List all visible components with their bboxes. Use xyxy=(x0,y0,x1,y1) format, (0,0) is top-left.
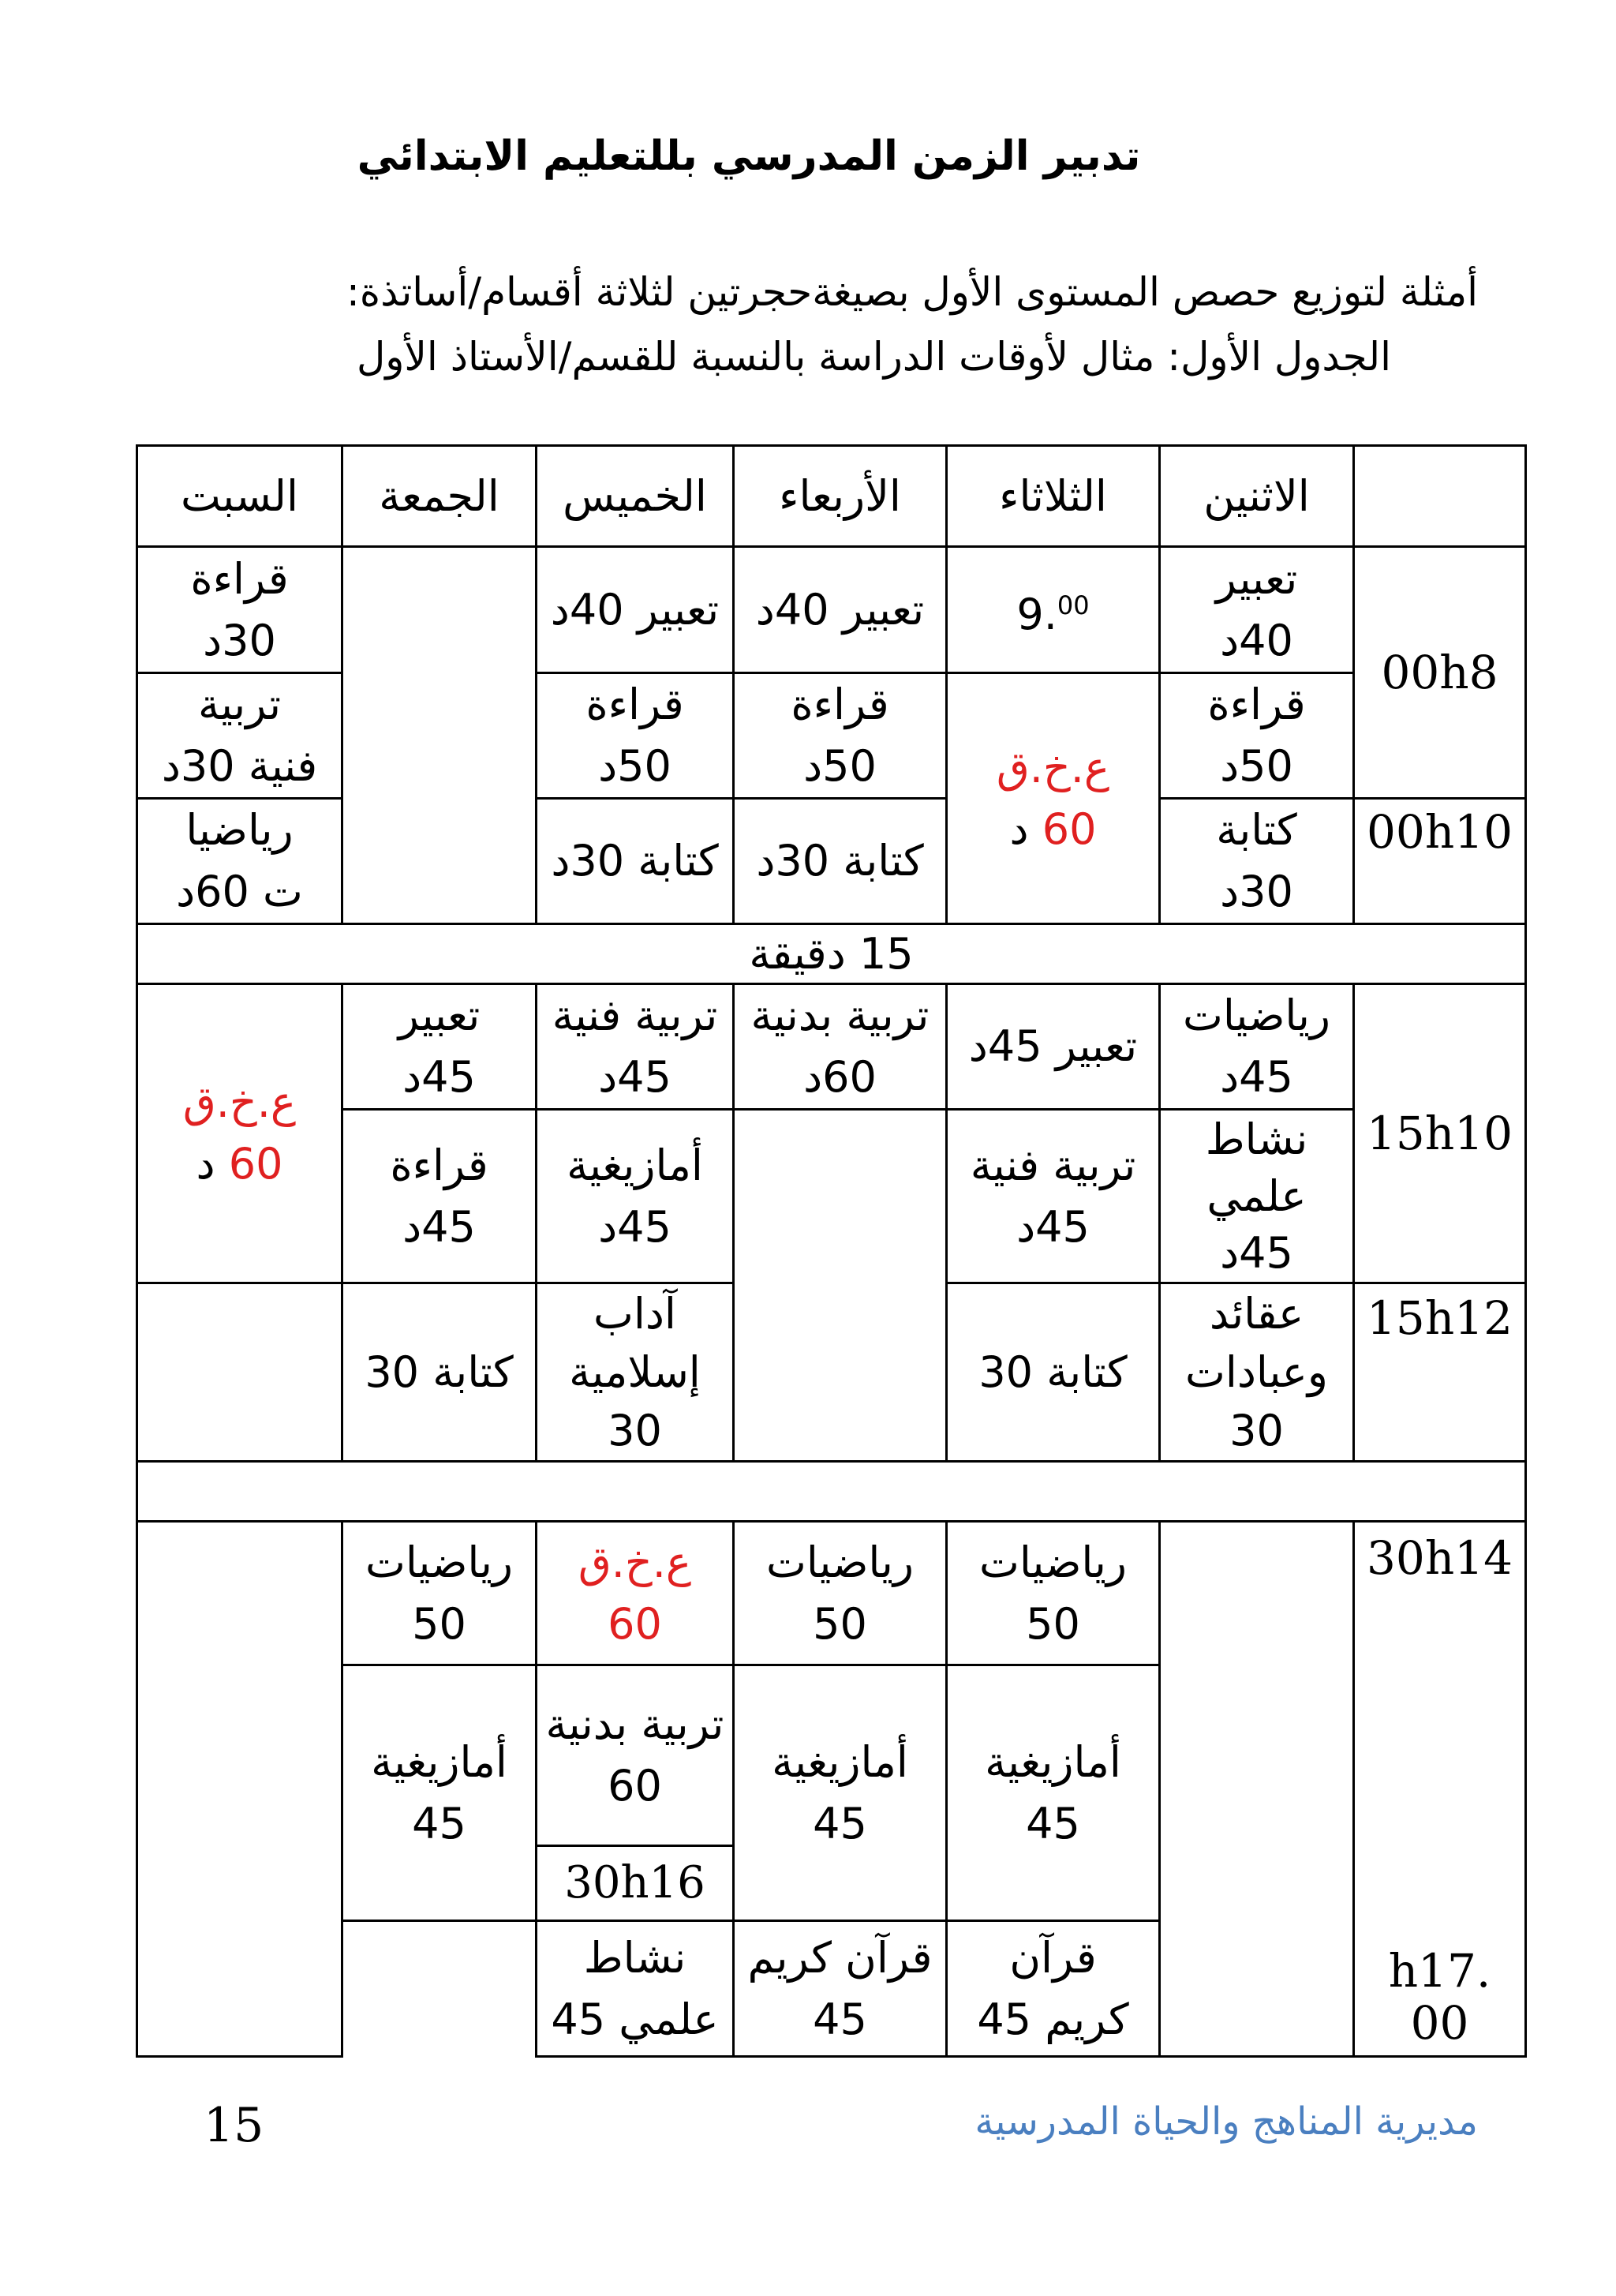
table-caption: الجدول الأول: مثال لأوقات الدراسة بالنسبة للقسم/الأستاذ الأول xyxy=(356,334,1391,380)
page-number: 15 xyxy=(204,2098,264,2153)
table-row xyxy=(137,547,1526,673)
schedule-cell: رياضيات 50 xyxy=(342,1522,537,1665)
empty-cell xyxy=(1160,1522,1354,2057)
page-title: تدبير الزمن المدرسي بللتعليم الابتدائي xyxy=(357,133,1141,180)
schedule-cell: 9.00 xyxy=(947,547,1160,673)
empty-cell xyxy=(734,1110,947,1462)
separator-row xyxy=(137,1462,1526,1522)
day-thursday: الخميس xyxy=(537,446,734,547)
schedule-cell: قراءة 50د xyxy=(734,673,947,799)
time-note: 30h16 xyxy=(537,1845,732,1920)
break-row xyxy=(137,924,1526,984)
day-wednesday: الأربعاء xyxy=(734,446,947,547)
schedule-cell: تعبير 40د xyxy=(1160,547,1354,673)
time-cell: 15h10 xyxy=(1354,984,1526,1283)
schedule-cell: كتابة 30د xyxy=(734,799,947,924)
schedule-cell: آداب إسلامية 30 xyxy=(537,1283,734,1462)
time-cell: 30h14 .h17 00 xyxy=(1354,1522,1526,2057)
separator-cell xyxy=(137,1462,1526,1522)
schedule-cell: تربية فنية 45د xyxy=(537,984,734,1110)
schedule-table xyxy=(136,444,1527,2058)
day-monday: الاثنين xyxy=(1160,446,1354,547)
schedule-cell: تربية فنية 30د xyxy=(137,673,342,799)
schedule-cell: رياضيات 50 xyxy=(947,1522,1160,1665)
footer-organization: مديرية المناهج والحياة المدرسية xyxy=(974,2099,1478,2144)
empty-cell xyxy=(342,547,537,924)
schedule-cell: رياضيات 45د xyxy=(1160,984,1354,1110)
schedule-cell: ع.خ.ق 60 د xyxy=(137,984,342,1283)
break-cell: 15 دقيقة xyxy=(137,924,1526,984)
schedule-cell: رياضيات 50 xyxy=(734,1522,947,1665)
table-row xyxy=(137,1110,1526,1283)
table-row xyxy=(137,984,1526,1110)
schedule-cell: قراءة 45د xyxy=(342,1110,537,1283)
schedule-cell: ع.خ.ق 60 د xyxy=(947,673,1160,924)
schedule-cell: تعبير 40د xyxy=(537,547,734,673)
schedule-cell: أمازيغية 45 xyxy=(947,1665,1160,1921)
day-tuesday: الثلاثاء xyxy=(947,446,1160,547)
day-friday: الجمعة xyxy=(342,446,537,547)
schedule-cell: قراءة 50د xyxy=(1160,673,1354,799)
time-cell: 15h12 xyxy=(1354,1283,1526,1462)
schedule-cell: كتابة 30 xyxy=(947,1283,1160,1462)
schedule-cell: قرآن كريم 45 xyxy=(734,1921,947,2057)
schedule-cell: رياضيا ت 60د xyxy=(137,799,342,924)
schedule-cell: تعبير 45د xyxy=(947,984,1160,1110)
schedule-cell: نشاط علمي 45 xyxy=(537,1921,734,2057)
empty-cell xyxy=(137,1522,342,2057)
time-cell: 00h10 xyxy=(1354,799,1526,924)
schedule-cell: قراءة 50د xyxy=(537,673,734,799)
corner-cell xyxy=(1354,446,1526,547)
schedule-cell: تعبير 40د xyxy=(734,547,947,673)
schedule-cell: كتابة 30د xyxy=(537,799,734,924)
schedule-cell: تربية بدنية 60د xyxy=(734,984,947,1110)
schedule-cell: كتابة 30 xyxy=(342,1283,537,1462)
table-row xyxy=(137,1522,1526,1665)
schedule-cell: عقائد وعبادات 30 xyxy=(1160,1283,1354,1462)
header-row xyxy=(137,446,1526,547)
schedule-cell: تربية فنية 45د xyxy=(947,1110,1160,1283)
schedule-cell: أمازيغية 45د xyxy=(537,1110,734,1283)
schedule-cell: ع.خ.ق 60 xyxy=(537,1522,734,1665)
schedule-cell: تعبير 45د xyxy=(342,984,537,1110)
schedule-cell: قرآن كريم 45 xyxy=(947,1921,1160,2057)
schedule-cell: نشاط علمي 45د xyxy=(1160,1110,1354,1283)
day-saturday: السبت xyxy=(137,446,342,547)
schedule-cell: أمازيغية 45 xyxy=(734,1665,947,1921)
schedule-cell: قراءة 30د xyxy=(137,547,342,673)
schedule-cell: أمازيغية 45 xyxy=(342,1665,537,1921)
empty-cell xyxy=(137,1283,342,1462)
time-cell: 00h8 xyxy=(1354,547,1526,799)
schedule-cell: تربية بدنية 60 30h16 xyxy=(537,1665,734,1921)
schedule-cell: كتابة 30د xyxy=(1160,799,1354,924)
intro-line: أمثلة لتوزيع حصص المستوى الأول بصيغةحجرتين لثلاثة أقسام/أساتذة: xyxy=(346,269,1478,315)
